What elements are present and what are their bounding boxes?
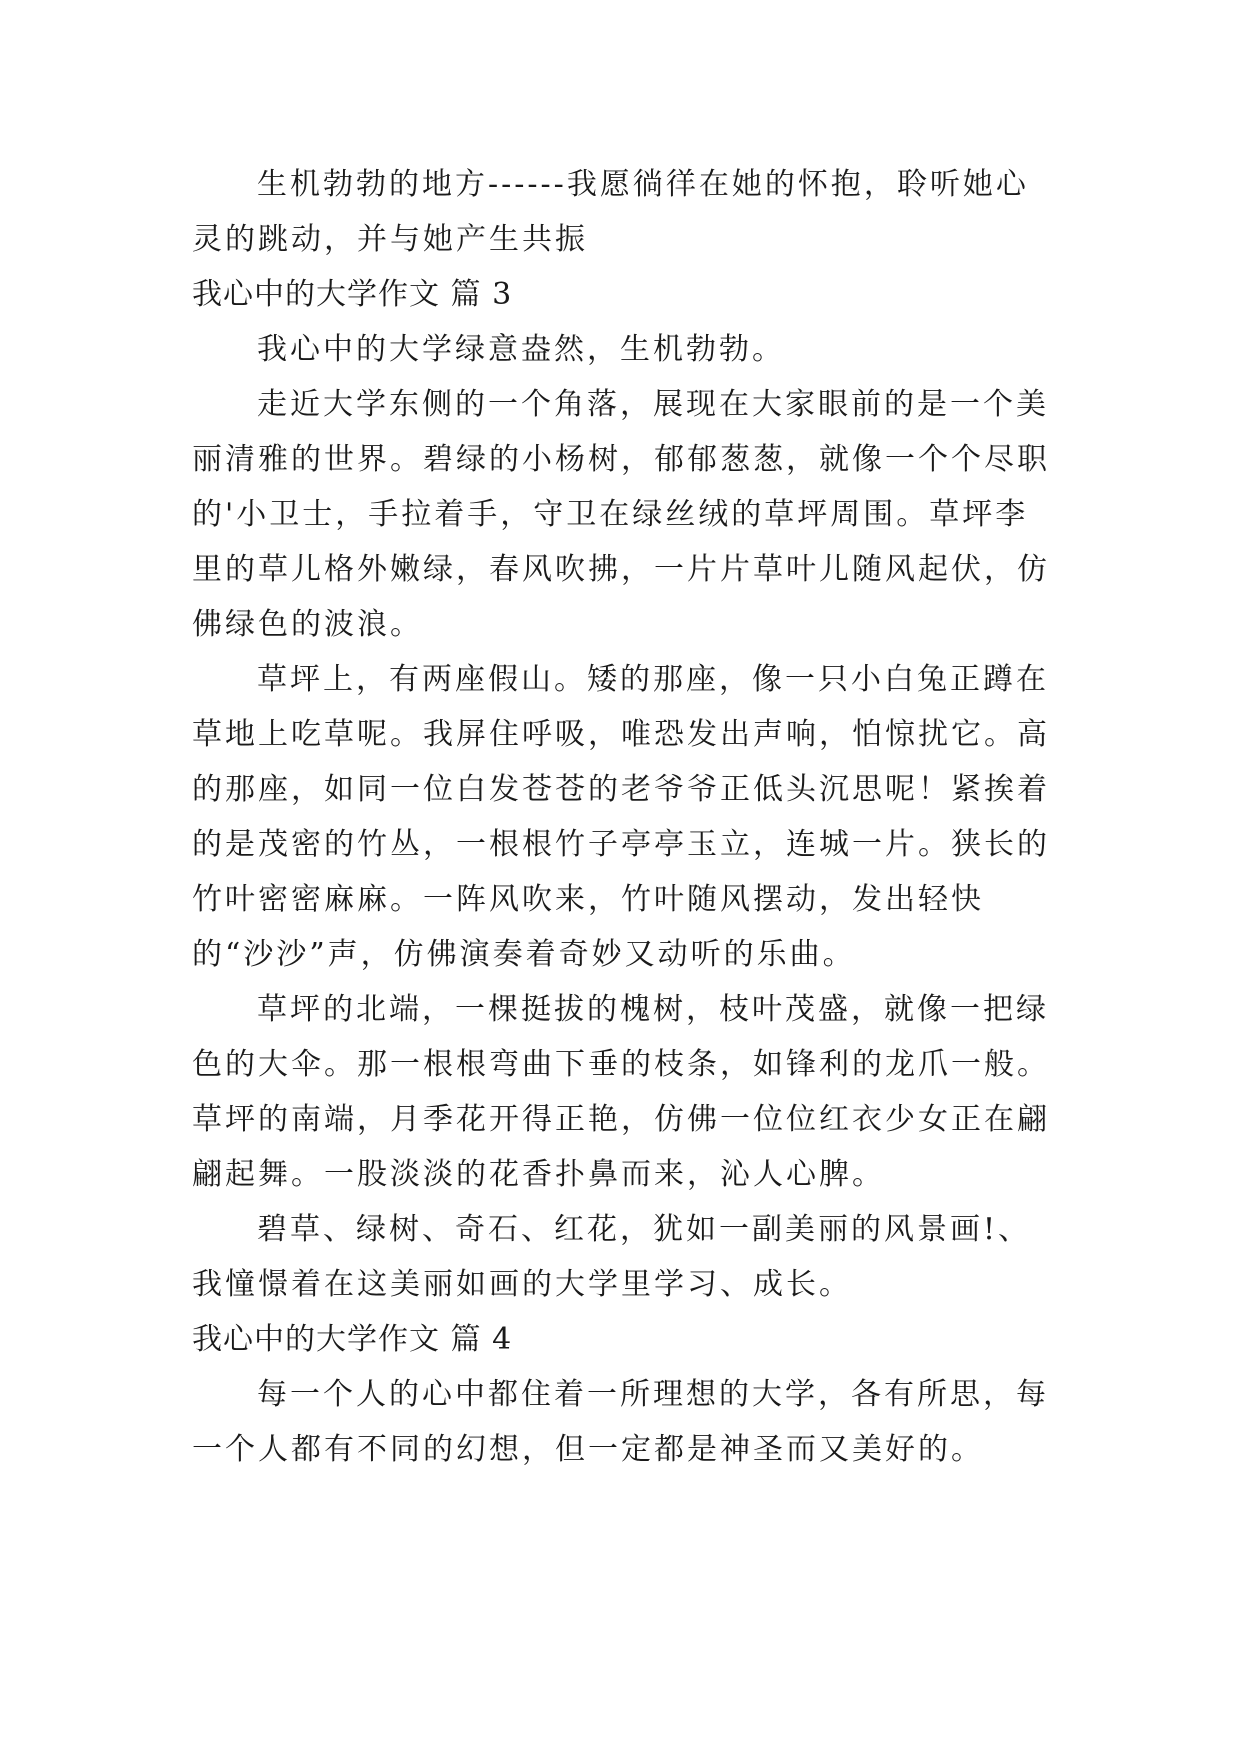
section-3-title: 我心中的大学作文 篇 3 (192, 277, 513, 312)
section-3-paragraph-1: 我心中的大学绿意盎然，生机勃勃。 (257, 332, 785, 367)
section-3-paragraph-4: 草坪的北端，一棵挺拔的槐树，枝叶茂盛，就像一把绿色的大伞。那一根根弯曲下垂的枝条，如锋利的龙爪一般。草坪的南端，月季花开得正艳，仿佛一位位红衣少女正在翩翩起舞。一股淡淡的花香扑鼻而来，沁人心脾。 (192, 992, 1050, 1192)
section-3-paragraph-5: 碧草、绿树、奇石、红花，犹如一副美丽的风景画!、我憧憬着在这美丽如画的大学里学习、成长。 (192, 1212, 1032, 1302)
paragraph-top-1: 生机勃勃的地方------我愿徜徉在她的怀抱，聆听她心灵的跳动，并与她产生共振 (192, 167, 1029, 257)
section-4-paragraph-1: 每一个人的心中都住着一所理想的大学，各有所思，每一个人都有不同的幻想，但一定都是神圣而又美好的。 (192, 1377, 1049, 1467)
section-3-paragraph-2: 走近大学东侧的一个角落，展现在大家眼前的是一个美丽清雅的世界。碧绿的小杨树，郁郁葱葱，就像一个个尽职的'小卫士，手拉着手，守卫在绿丝绒的草坪周围。草坪李里的草儿格外嫩绿，春风吹拂，一片片草叶儿随风起伏，仿佛绿色的波浪。 (192, 387, 1050, 642)
section-3-paragraph-3: 草坪上，有两座假山。矮的那座，像一只小白兔正蹲在草地上吃草呢。我屏住呼吸，唯恐发出声响，怕惊扰它。高的那座，如同一位白发苍苍的老爷爷正低头沉思呢！紧挨着的是茂密的竹丛，一根根竹子亭亭玉立，连城一片。狭长的竹叶密密麻麻。一阵风吹来，竹叶随风摆动，发出轻快的“沙沙”声，仿佛演奏着奇妙又动听的乐曲。 (192, 662, 1050, 972)
section-4-title: 我心中的大学作文 篇 4 (192, 1322, 513, 1357)
document-body (192, 157, 1052, 1477)
